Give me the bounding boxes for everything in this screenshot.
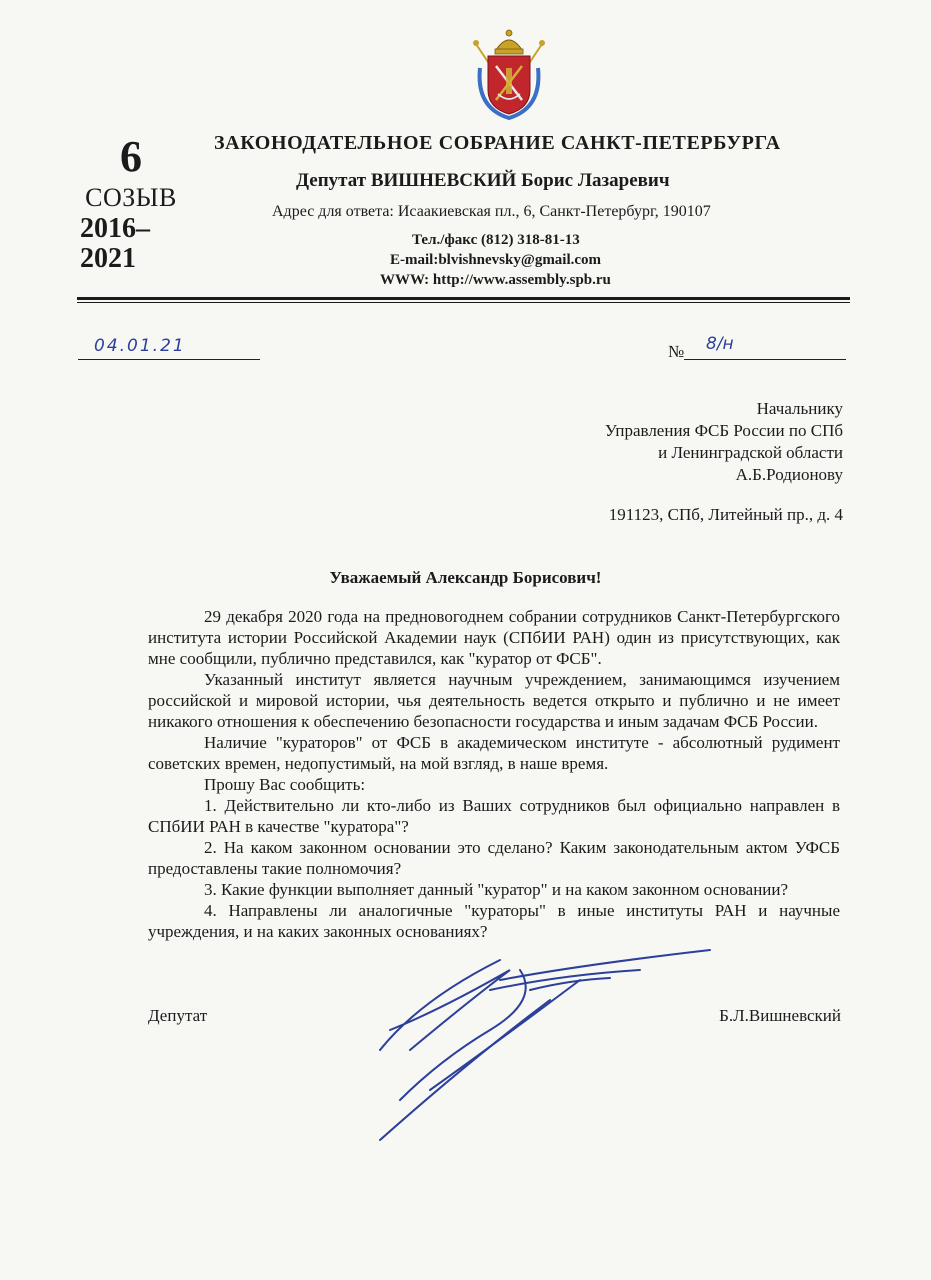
header-divider-thick — [77, 297, 850, 300]
paragraph: Прошу Вас сообщить: — [204, 775, 366, 794]
date-underline — [78, 359, 260, 360]
number-handwritten: 8/н — [706, 334, 734, 354]
convocation-years-start: 2016– — [80, 213, 150, 244]
handwritten-signature — [350, 940, 730, 1150]
paragraph: 1. Действительно ли кто-либо из Ваших сотрудников был официально направлен в СПбИИ РАН в качестве "куратора"? — [148, 796, 840, 836]
postal-address: 191123, СПб, Литейный пр., д. 4 — [608, 505, 843, 524]
number-underline — [684, 359, 846, 360]
convocation-number: 6 — [120, 132, 142, 181]
addressee-block — [605, 398, 843, 486]
paragraph: Наличие "кураторов" от ФСБ в академическом институте - абсолютный рудимент советских времен, недопустимый, на мой взгляд, в наше время. — [148, 733, 840, 773]
organization-name: ЗАКОНОДАТЕЛЬНОЕ СОБРАНИЕ САНКТ-ПЕТЕРБУРГА — [214, 132, 781, 154]
deputy-name: Депутат ВИШНЕВСКИЙ Борис Лазаревич — [296, 170, 670, 191]
addressee-line: Управления ФСБ России по СПб — [604, 421, 843, 440]
convocation-years — [80, 214, 180, 274]
convocation-years-end: 2021 — [80, 243, 136, 274]
addressee-line: А.Б.Родионову — [735, 465, 843, 484]
paragraph: Указанный институт является научным учреждением, занимающимся изучением российской и мировой истории, чья деятельность ведется открыто и публично и не имеет никакого отношения к обеспечению безопасности государства и иным задачам ФСБ России. — [148, 670, 840, 731]
salutation: Уважаемый Александр Борисович! — [329, 568, 602, 587]
signature-name: Б.Л.Вишневский — [719, 1006, 841, 1025]
paragraph: 2. На каком законном основании это сделано? Каким законодательным актом УФСБ предоставлены такие полномочия? — [148, 838, 840, 878]
addressee-line: Начальнику — [756, 399, 843, 418]
paragraph: 4. Направлены ли аналогичные "кураторы" в иные институты РАН и научные учреждения, и на каких законных основаниях? — [148, 901, 840, 941]
addressee-line: и Ленинградской области — [658, 443, 843, 462]
email: E-mail:blvishnevsky@gmail.com — [390, 252, 602, 268]
coat-of-arms-emblem — [468, 28, 550, 120]
reply-address: Адрес для ответа: Исаакиевская пл., 6, Санкт-Петербург, 190107 — [272, 203, 711, 220]
paragraph: 29 декабря 2020 года на предновогоднем собрании сотрудников Санкт-Петербургского института истории Российской Академии наук (СПбИИ РАН) один из присутствующих, как мне сообщили, публично представился, как "куратор от ФСБ". — [148, 607, 840, 668]
number-label: № — [668, 342, 685, 361]
convocation-word: СОЗЫВ — [85, 183, 177, 212]
date-handwritten: 04.01.21 — [94, 336, 186, 356]
paragraph: 3. Какие функции выполняет данный "куратор" и на каком законном основании? — [204, 880, 789, 899]
signature-title: Депутат — [148, 1006, 208, 1025]
header-divider-thin — [77, 302, 850, 303]
website: WWW: http://www.assembly.spb.ru — [380, 272, 611, 288]
letter-body — [148, 606, 840, 942]
telfax: Тел./факс (812) 318-81-13 — [412, 232, 580, 248]
